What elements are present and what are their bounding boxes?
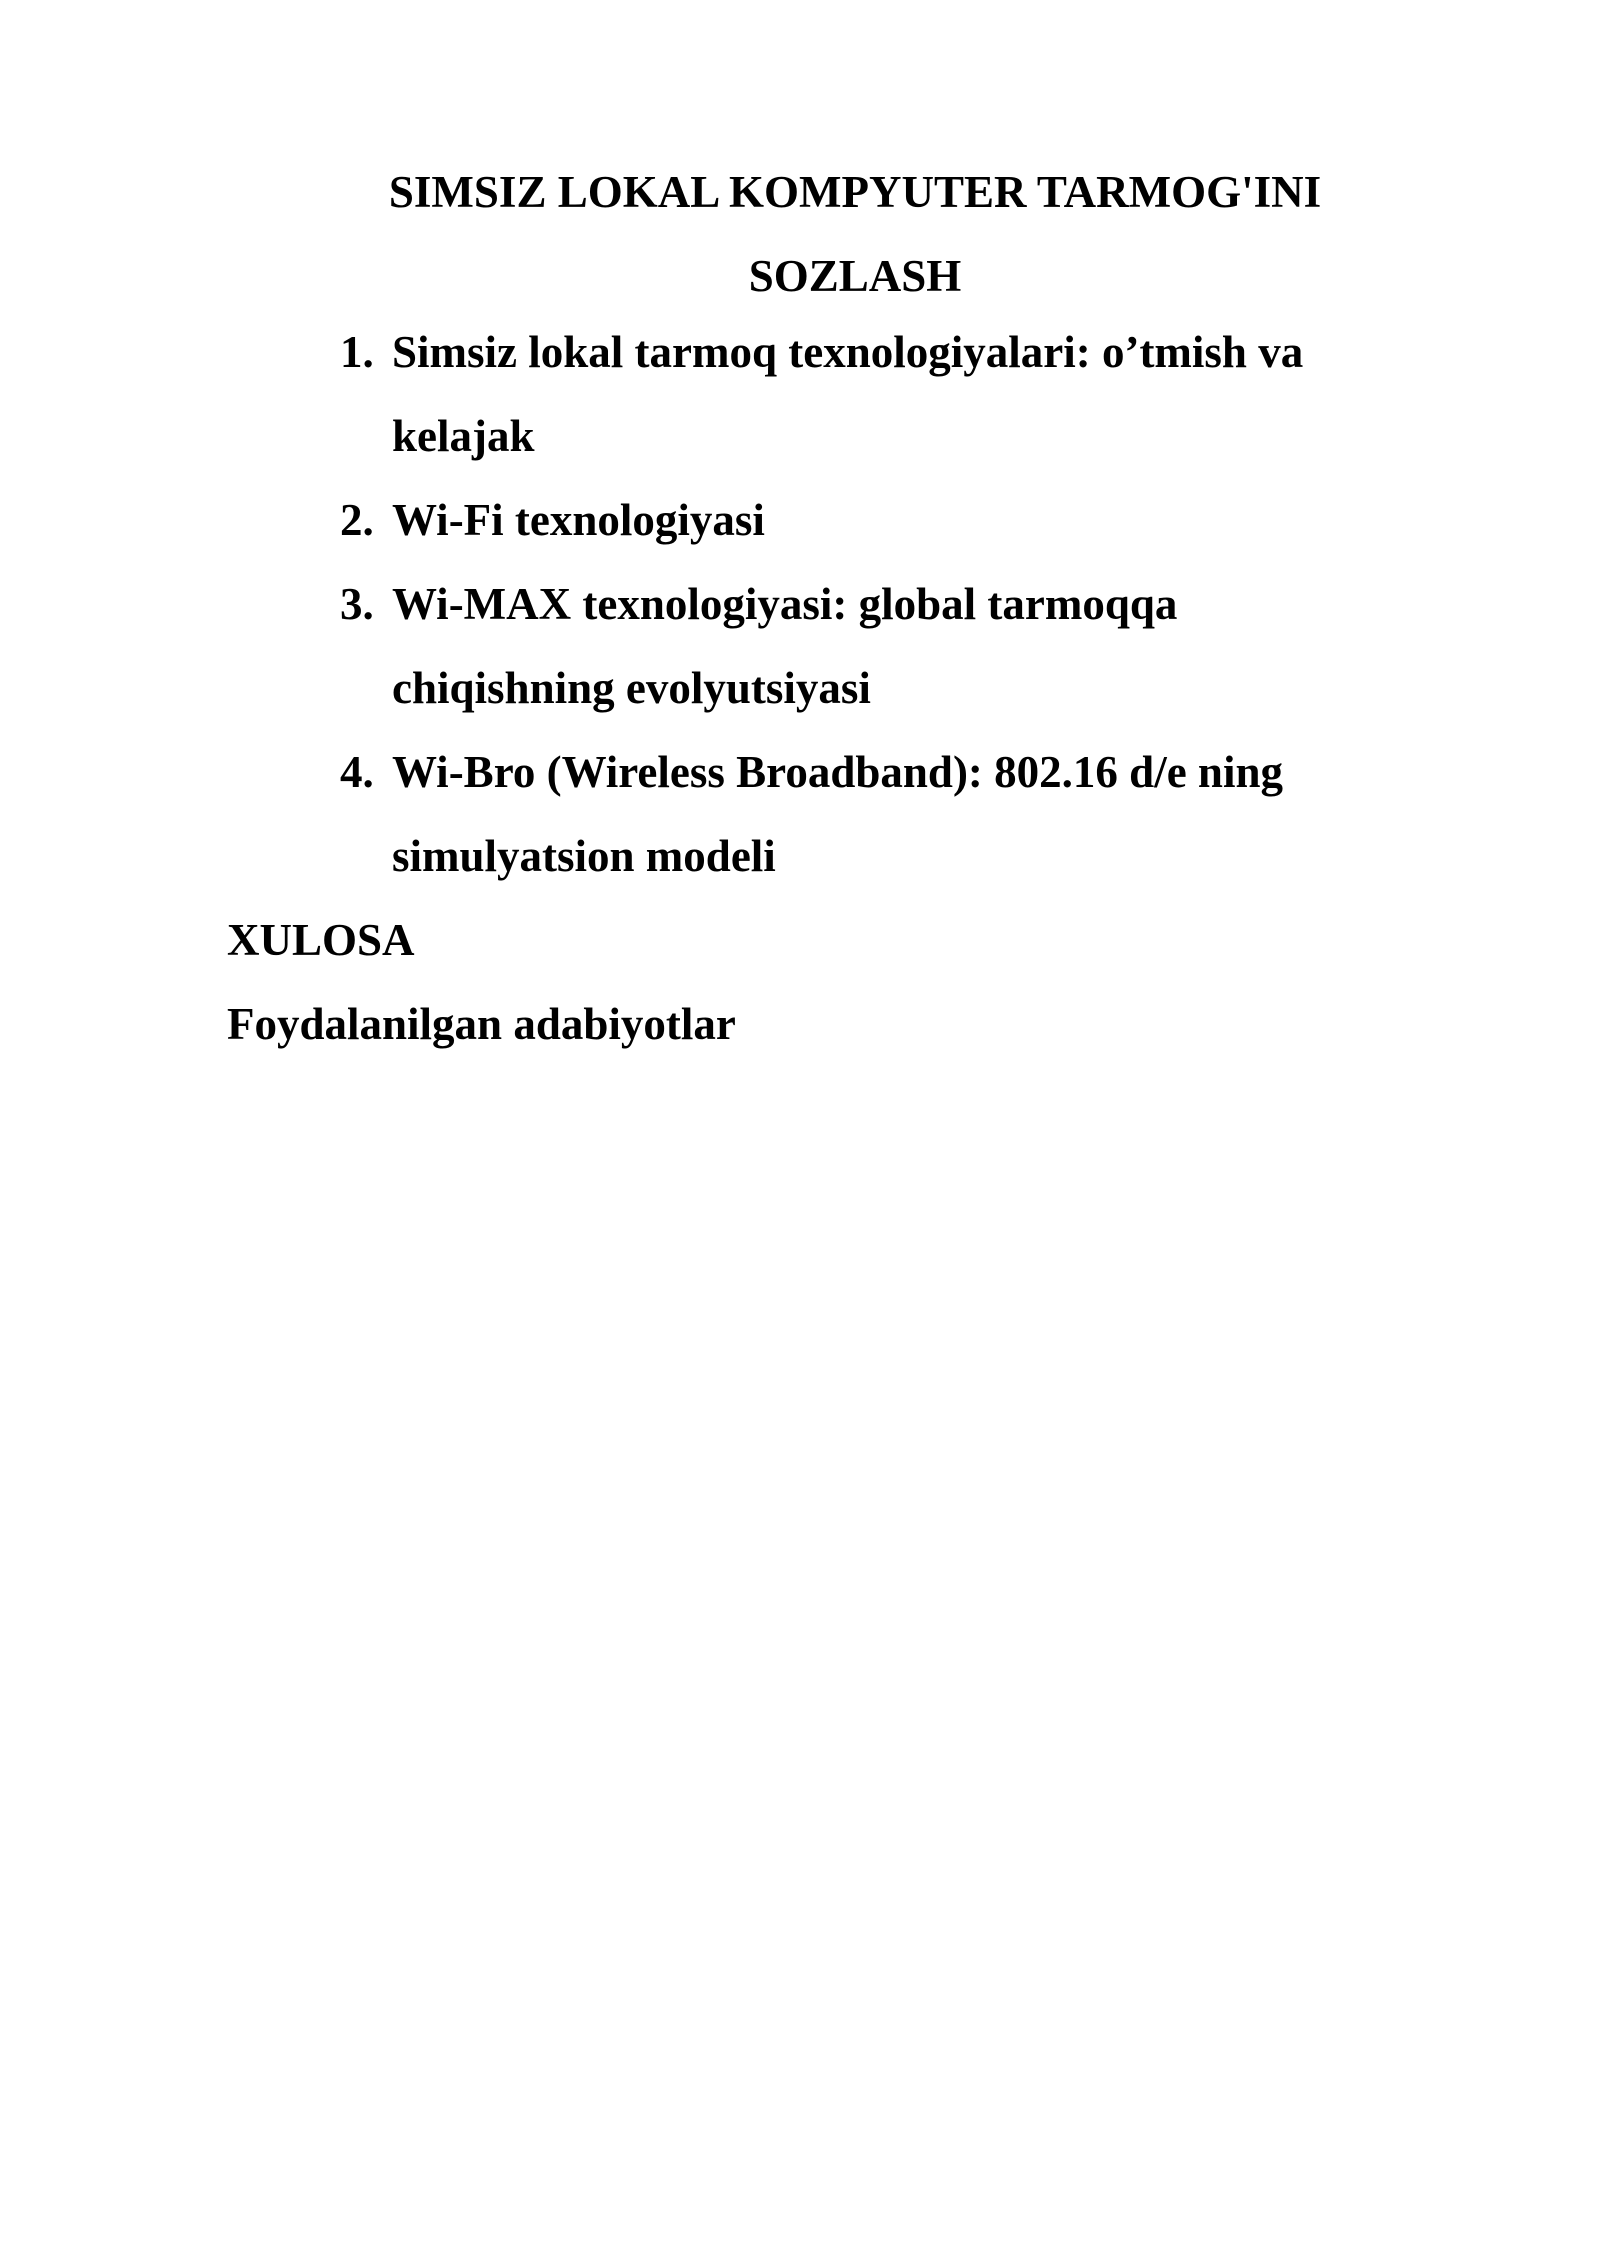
- list-item-number: 4.: [340, 747, 374, 797]
- references-heading: Foydalanilgan adabiyotlar: [227, 999, 736, 1049]
- list-item-number: 1.: [340, 327, 374, 377]
- list-item-text: Simsiz lokal tarmoq texnologiyalari: o’tmish va kelajak: [392, 327, 1304, 461]
- list-item-text: Wi-Bro (Wireless Broadband): 802.16 d/e ning simulyatsion modeli: [392, 747, 1283, 881]
- list-item: [340, 562, 1400, 730]
- contents-list: [340, 310, 1400, 898]
- list-item-text: Wi-MAX texnologiyasi: global tarmoqqa chiqishning evolyutsiyasi: [392, 579, 1178, 713]
- list-item: [340, 310, 1400, 478]
- list-item: [340, 730, 1400, 898]
- document-title: SIMSIZ LOKAL KOMPYUTER TARMOG'INI SOZLASH: [388, 167, 1322, 301]
- list-item-text: Wi-Fi texnologiyasi: [392, 495, 765, 545]
- conclusion-heading: XULOSA: [227, 915, 415, 965]
- list-item-number: 2.: [340, 495, 374, 545]
- list-item-number: 3.: [340, 579, 374, 629]
- list-item: [340, 478, 1400, 562]
